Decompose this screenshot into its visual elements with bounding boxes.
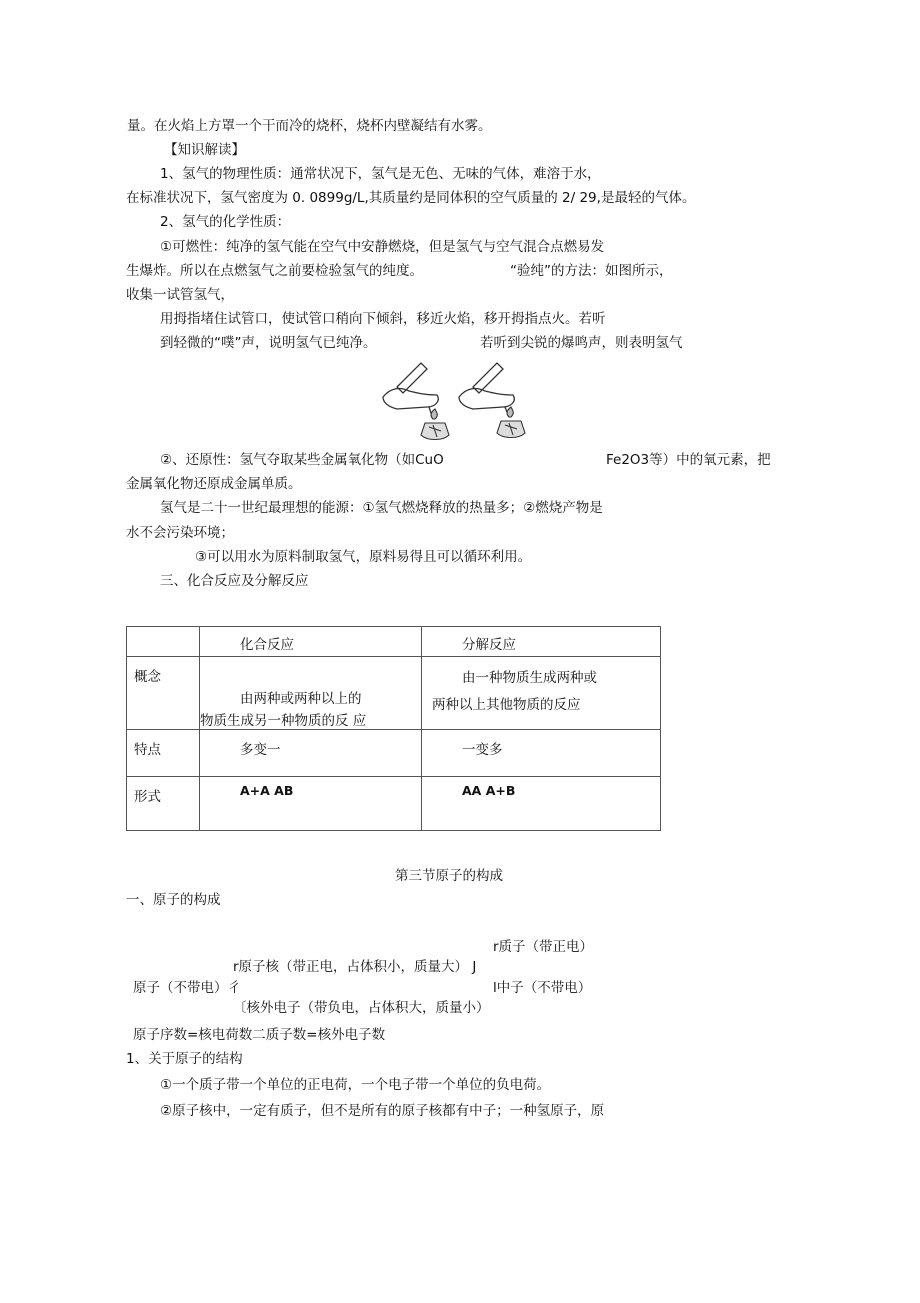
text-line: ①可燃性：纯净的氢气能在空气中安静燃烧，但是氢气与空气混合点燃易发 [160, 239, 605, 255]
table-cell [200, 730, 422, 777]
text-line: ②原子核中，一定有质子，但不是所有的原子核都有中子；一种氢原子，原 [160, 1103, 605, 1119]
table-cell [127, 657, 200, 730]
reaction-comparison-table [126, 626, 661, 831]
text-line: 收集一试管氢气， [126, 287, 234, 303]
row-label: 形式 [134, 789, 161, 805]
row-label: 概念 [134, 669, 161, 685]
section-title: 第三节原子的构成 [395, 868, 503, 884]
table-row [127, 657, 661, 730]
table-cell [127, 777, 200, 831]
cell-text: A+A AB [240, 783, 294, 798]
table-row [127, 730, 661, 777]
table-cell [127, 730, 200, 777]
header-decomposition: 分解反应 [462, 637, 516, 653]
text-line: 金属氧化物还原成金属单质。 [126, 476, 302, 492]
table-cell [127, 627, 200, 657]
text-line: 到轻微的“噗”声，说明氢气已纯净。 [160, 335, 377, 351]
structure-line: r原子核（带正电，占体积小，质量大） J [233, 959, 477, 975]
heading-knowledge: 【知识解读】 [164, 142, 245, 158]
cell-text: AA A+B [462, 783, 516, 798]
text-line: 2、氢气的化学性质： [160, 214, 291, 230]
hand-tube-icon [383, 363, 438, 419]
table-cell [422, 730, 661, 777]
cell-text: 一变多 [462, 742, 503, 758]
hand-tube-icon [459, 363, 514, 417]
cell-text: 物质生成另一种物质的反 应 [200, 713, 367, 729]
text-line: “验纯”的方法：如图所示， [510, 263, 673, 279]
row-label: 特点 [134, 742, 161, 758]
structure-line: l中子（不带电） [493, 980, 592, 996]
section-heading: 1、关于原子的结构 [126, 1051, 243, 1067]
text-line: 在标准状况下，氢气密度为 0. 0899g/L,其质量约是同体积的空气质量的 2/ 29,是最轻的气体。 [126, 190, 696, 206]
header-combination: 化合反应 [240, 637, 294, 653]
cell-text: 由两种或两种以上的 [240, 691, 362, 707]
table-cell [422, 657, 661, 730]
structure-line: r质子（带正电） [493, 939, 594, 955]
hydrogen-purity-test-figure [377, 357, 531, 443]
text-line: 氢气是二十一世纪最理想的能源：①氢气燃烧释放的热量多；②燃烧产物是 [160, 500, 603, 516]
formula-line: 原子序数=核电荷数二质子数=核外电子数 [133, 1027, 386, 1043]
text-line: 1、氢气的物理性质：通常状况下，氢气是无色、无味的气体，难溶于水， [160, 166, 601, 182]
table-header [422, 627, 661, 657]
text-line: 量。在火焰上方罩一个干而冷的烧杯，烧杯内壁凝结有水雾。 [127, 118, 492, 134]
cell-text: 多变一 [240, 742, 281, 758]
structure-line: 原子（不带电）彳 [133, 980, 241, 996]
text-line: ①一个质子带一个单位的正电荷，一个电子带一个单位的负电荷。 [160, 1077, 551, 1093]
cell-text: 由一种物质生成两种或 [462, 670, 597, 686]
text-line: 生爆炸。所以在点燃氢气之前要检验氢气的纯度。 [126, 263, 423, 279]
table-cell [200, 777, 422, 831]
section-heading: 三、化合反应及分解反应 [160, 573, 309, 589]
table-cell [422, 777, 661, 831]
text-line: ③可以用水为原料制取氢气，原料易得且可以循环利用。 [195, 549, 532, 565]
table-header [200, 627, 422, 657]
section-heading: 一、原子的构成 [126, 892, 221, 908]
alcohol-lamp-icon [497, 407, 525, 438]
table-row [127, 627, 661, 657]
table-cell [200, 657, 422, 730]
structure-line: 〔核外电子（带负电，占体积大，质量小） [233, 1000, 490, 1016]
text-line: 若听到尖锐的爆鸣声，则表明氢气 [480, 335, 683, 351]
table-row [127, 777, 661, 831]
text-line: Fe2O3等）中的氧元素，把 [606, 452, 771, 468]
text-line: 用拇指堵住试管口，使试管口稍向下倾斜，移近火焰，移开拇指点火。若听 [160, 311, 606, 327]
cell-text: 两种以上其他物质的反应 [432, 697, 581, 713]
text-line: 水不会污染环境； [126, 525, 234, 541]
text-line: ②、还原性：氢气夺取某些金属氧化物（如CuO [160, 452, 444, 468]
alcohol-lamp-icon [421, 409, 449, 440]
